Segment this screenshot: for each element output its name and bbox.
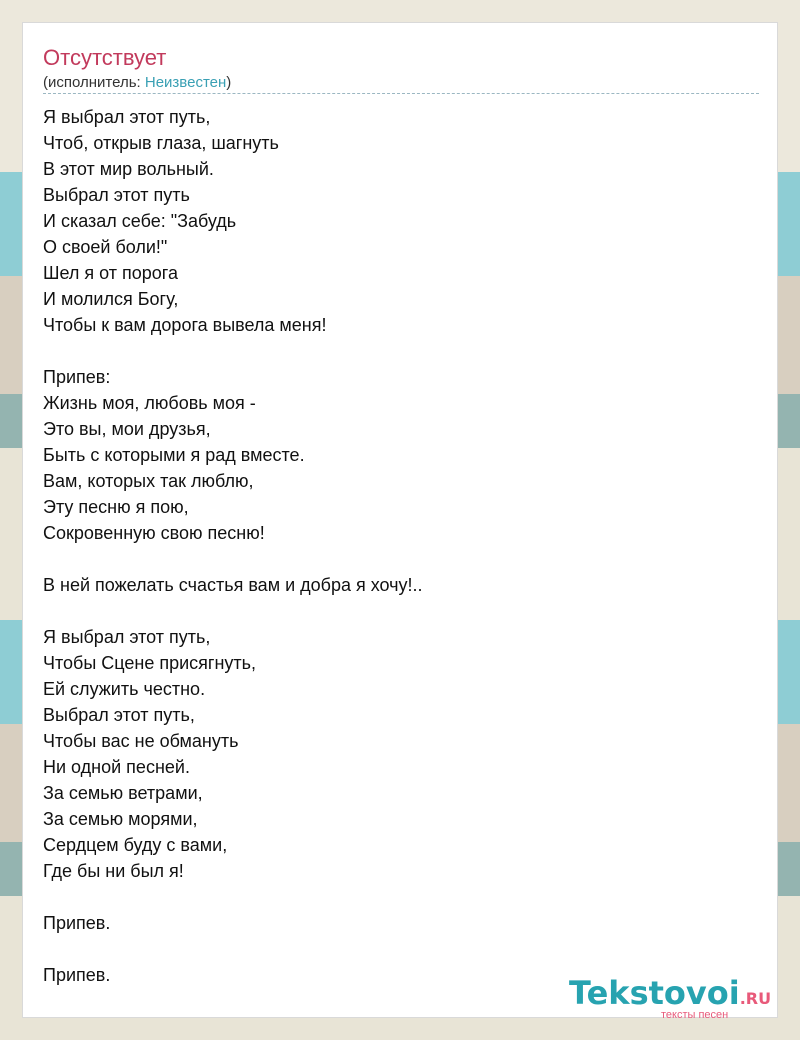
logo-tagline: тексты песен	[661, 1009, 729, 1021]
lyric-line	[43, 884, 759, 910]
lyric-line: Жизнь моя, любовь моя -	[43, 393, 256, 413]
lyrics-text	[43, 104, 759, 988]
lyric-line	[43, 546, 759, 572]
lyric-line: Припев.	[43, 913, 111, 933]
lyric-line: В ней пожелать счастья вам и добра я хочу!..	[43, 575, 423, 595]
header-divider	[43, 93, 759, 94]
lyric-line: Выбрал этот путь	[43, 185, 190, 205]
lyric-line: Где бы ни был я!	[43, 861, 184, 881]
lyric-line: Вам, которых так люблю,	[43, 471, 254, 491]
lyric-line: Чтобы вас не обмануть	[43, 731, 239, 751]
site-logo[interactable]	[569, 975, 779, 1021]
lyric-line: Припев.	[43, 965, 111, 985]
lyric-line: Чтобы к вам дорога вывела меня!	[43, 315, 327, 335]
lyric-line: Шел я от порога	[43, 263, 178, 283]
lyric-line: Эту песню я пою,	[43, 497, 189, 517]
lyric-line: И сказал себе: "Забудь	[43, 211, 237, 231]
artist-line	[43, 74, 231, 92]
lyric-line	[43, 936, 759, 962]
lyric-line: Ни одной песней.	[43, 757, 190, 777]
lyric-line: О своей боли!"	[43, 237, 168, 257]
lyric-line: И молился Богу,	[43, 289, 179, 309]
lyric-line: Я выбрал этот путь,	[43, 107, 211, 127]
lyric-line: Чтобы Сцене присягнуть,	[43, 653, 257, 673]
lyric-line	[43, 598, 759, 624]
lyric-line: Чтоб, открыв глаза, шагнуть	[43, 133, 279, 153]
lyric-line: Сокровенную свою песню!	[43, 523, 265, 543]
song-title: Отсутствует	[43, 45, 167, 70]
lyric-line: За семью ветрами,	[43, 783, 203, 803]
artist-prefix: (исполнитель:	[43, 74, 145, 91]
lyric-line: Выбрал этот путь,	[43, 705, 195, 725]
lyric-line: Сердцем буду с вами,	[43, 835, 228, 855]
logo-tld: .RU	[739, 989, 772, 1008]
logo-name: Tekstovoi	[569, 974, 740, 1012]
lyric-line: Ей служить честно.	[43, 679, 206, 699]
lyric-line: За семью морями,	[43, 809, 198, 829]
artist-link[interactable]: Неизвестен	[144, 74, 227, 91]
lyric-line: Я выбрал этот путь,	[43, 627, 211, 647]
artist-suffix: )	[226, 74, 232, 91]
lyrics-card	[22, 22, 778, 1021]
lyric-line: Это вы, мои друзья,	[43, 419, 211, 439]
lyric-line: Припев:	[43, 367, 111, 387]
lyric-line: В этот мир вольный.	[43, 159, 214, 179]
lyric-line	[43, 338, 759, 364]
lyric-line: Быть с которыми я рад вместе.	[43, 445, 305, 465]
